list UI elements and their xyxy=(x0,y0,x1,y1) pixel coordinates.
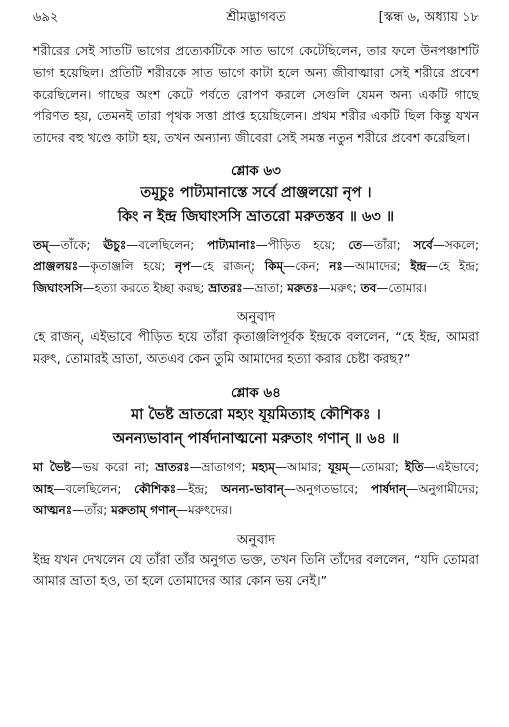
synonym-meaning: —হত্যা করতে ইচ্ছা করছ; xyxy=(82,280,209,295)
synonym-word: নঃ xyxy=(329,259,343,274)
synonym-word: ইন্দ্র xyxy=(410,259,427,274)
translation: হে রাজন্, এইভাবে পীড়িত হয়ে তাঁরা কৃতাঞ্জলিপূর্বক ইন্দ্রকে বললেন, “হে ইন্দ্র, আমরা মরুৎ, তোমারই ভ্রাতা, অতএব কেন তুমি আমাদের হত্যা করার চেষ্টা করছ?” xyxy=(33,330,479,368)
verse-line-2: কিং ন ইন্দ্র জিঘাংসসি ভ্রাতরো মরুতস্তব ॥ ৬৩ ॥ xyxy=(117,208,395,225)
synonym-word: অনন্য-ভাবান্ xyxy=(220,481,284,496)
synonym-word: মা ভৈষ্ট xyxy=(33,460,71,475)
synonym-meaning: —তাঁরা; xyxy=(362,237,414,252)
synonym-meaning: —আমাদের; xyxy=(342,259,411,274)
synonym-meaning: —তোমার। xyxy=(376,280,427,295)
synonym-meaning: —তোমরা; xyxy=(348,460,405,475)
verse-line-1: মা ভৈষ্ট ভ্রাতরো মহ্যং যূয়মিত্যাহ কৌশিকঃ । xyxy=(131,407,381,424)
page-header xyxy=(33,8,479,28)
synonym-meaning: —এইভাবে; xyxy=(423,460,479,475)
synonym-word: মহ্যম্ xyxy=(251,460,275,475)
synonym-word: ইতি xyxy=(404,460,424,475)
synonym-meaning: —বলেছিলেন; xyxy=(53,481,135,496)
synonym-word: ঊচুঃ xyxy=(103,237,127,252)
synonym-word: কিম্ xyxy=(264,259,284,274)
synonym-word: তে xyxy=(348,237,363,252)
synonym-meaning: —মরুৎ; xyxy=(318,280,361,295)
synonym-meaning: —ভ্রাতাগণ; xyxy=(189,460,252,475)
synonyms xyxy=(33,457,479,522)
synonym-word: পাট্যমানাঃ xyxy=(207,237,256,252)
translation: ইন্দ্র যখন দেখলেন যে তাঁরা তাঁর অনুগত ভক্ত, তখন তিনি তাঁদের বললেন, “যদি তোমরা আমার ভ্রাতা হও, তা হলে তোমাদের আর কোন ভয় নেই।” xyxy=(33,552,479,590)
synonym-meaning: —কেন; xyxy=(283,259,330,274)
synonym-meaning: —হে রাজন্; xyxy=(190,259,265,274)
synonym-word: নৃপ xyxy=(175,259,191,274)
synonyms xyxy=(33,235,479,300)
synonym-word: মরুতাম্ গণান্ xyxy=(111,503,177,518)
synonym-meaning: —পীড়িত হয়ে; xyxy=(255,237,349,252)
synonym-word: মরুতঃ xyxy=(287,280,319,295)
synonym-word: প্রাঞ্জলয়ঃ xyxy=(33,259,79,274)
synonym-meaning: —ইন্দ্র; xyxy=(176,481,221,496)
translation-label: অনুবাদ xyxy=(236,309,276,326)
synonym-word: যূয়ম্ xyxy=(327,460,349,475)
verse-63 xyxy=(33,161,479,371)
book-title: শ্রীমদ্ভাগবত xyxy=(226,10,286,25)
verse-label: শ্লোক ৬৩ xyxy=(231,162,281,179)
synonym-meaning: —ভ্রাতা; xyxy=(242,280,288,295)
synonym-word: আহ xyxy=(33,481,54,496)
page-number: ৬৯২ xyxy=(33,10,59,25)
synonym-meaning: —বলেছিলেন; xyxy=(126,237,208,252)
synonym-word: ভ্রাতরঃ xyxy=(208,280,243,295)
verse-line-1: তমূচুঃ পাট্যমানাস্তে সর্বে প্রাঞ্জলয়ো নৃপ । xyxy=(140,184,372,201)
translation-label: অনুবাদ xyxy=(236,531,276,548)
verse-64 xyxy=(33,383,479,593)
synonym-meaning: —মরুৎদের। xyxy=(176,503,233,518)
synonym-meaning: —তাঁর; xyxy=(72,503,112,518)
synonym-meaning: —সকলে; xyxy=(432,237,480,252)
page-content xyxy=(33,40,479,593)
synonym-word: তম্ xyxy=(33,237,49,252)
verse-line-2: অনন্যভাবান্ পার্ষদানাত্মনো মরুতাং গণান্ ॥ ৬৪ ॥ xyxy=(112,431,400,448)
synonym-meaning: —অনুগামীদের; xyxy=(406,481,479,496)
synonym-meaning: —তাঁকে; xyxy=(48,237,104,252)
synonym-meaning: —আমার; xyxy=(274,460,328,475)
purport-paragraph: শরীরের সেই সাতটি ভাগের প্রত্যেকটিকে সাত ভাগে কেটেছিলেন, তার ফলে উনপঞ্চাশটি ভাগ হয়েছিল। প্রতিটি শরীরকে সাত ভাগে কাটা হলে অন্য জীবাত্মারা সেই শরীরে প্রবেশ করেছিলেন। গাছের অংশ কেটে পর্বতে রোপণ করলে সেগুলি যেমন অন্য একটি গাছে পরিণত হয়, তেমনই তারা পৃথক সত্তা প্রাপ্ত হয়েছিলেন। প্রথম শরীর একটি ছিল কিন্তু যখন তাদের বহু খণ্ডে কাটা হয়, তখন অন্যান্য জীবেরা সেই সমস্ত নতুন শরীরে প্রবেশ করেছিল। xyxy=(33,43,479,146)
synonym-word: কৌশিকঃ xyxy=(134,481,177,496)
synonym-word: আত্মনঃ xyxy=(33,503,73,518)
synonym-word: জিঘাংসসি xyxy=(33,280,83,295)
synonym-meaning: —অনুগতভাবে; xyxy=(283,481,371,496)
synonym-meaning: —ভয় করো না; xyxy=(70,460,156,475)
synonym-word: পার্ষদান্ xyxy=(371,481,407,496)
verse-label: শ্লোক ৬৪ xyxy=(231,385,281,402)
synonym-word: তব xyxy=(360,280,377,295)
section-reference: [স্কন্ধ ৬, অধ্যায় ১৮ xyxy=(378,10,479,25)
synonym-word: সর্বে xyxy=(413,237,433,252)
synonym-meaning: —হে ইন্দ্র; xyxy=(426,259,480,274)
synonym-meaning: —কৃতাঞ্জলি হয়ে; xyxy=(78,259,176,274)
synonym-word: ভ্রাতরঃ xyxy=(155,460,190,475)
